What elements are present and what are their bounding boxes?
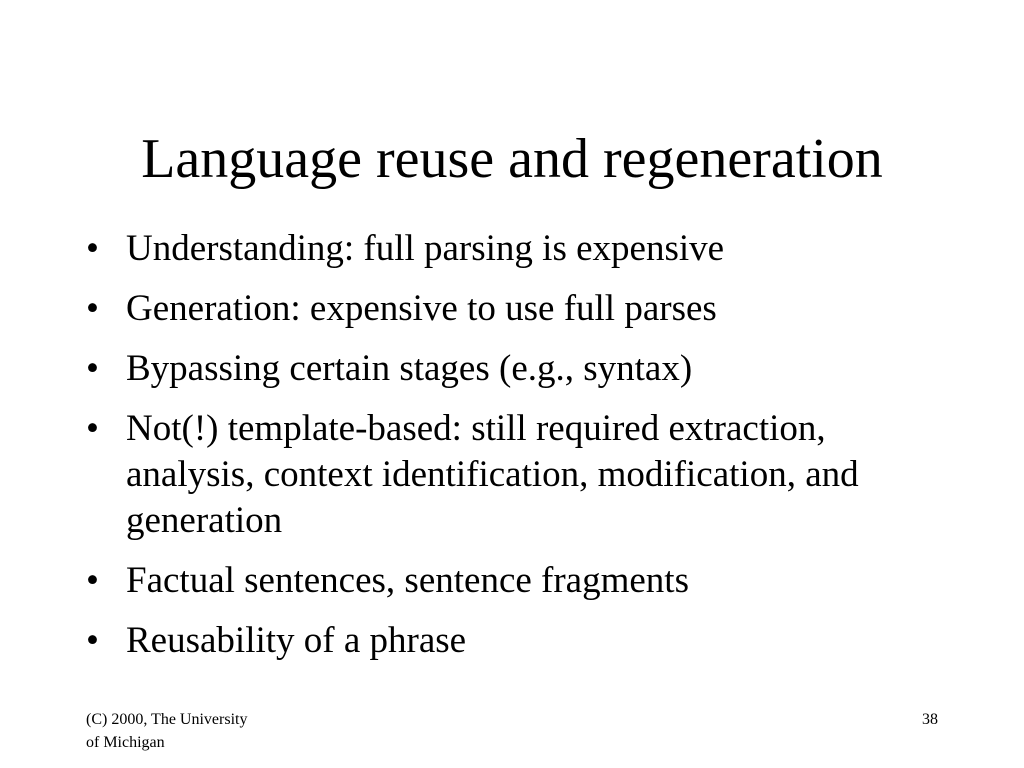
bullet-text: Bypassing certain stages (e.g., syntax) bbox=[126, 348, 693, 389]
bullet-text: Understanding: full parsing is expensive bbox=[126, 228, 725, 269]
page-number: 38 bbox=[922, 711, 938, 728]
bullet-item bbox=[86, 558, 946, 604]
bullet-icon: • bbox=[86, 560, 99, 601]
bullet-item bbox=[86, 618, 946, 664]
bullet-item bbox=[86, 406, 946, 544]
bullet-item bbox=[86, 226, 946, 272]
bullet-text: Factual sentences, sentence fragments bbox=[126, 560, 689, 601]
footer-copyright bbox=[86, 708, 316, 754]
footer-copyright-line2: of Michigan bbox=[86, 734, 165, 751]
bullet-icon: • bbox=[86, 620, 99, 661]
bullet-text: Not(!) template-based: still required extraction, analysis, context identification, modification, and generation bbox=[126, 408, 859, 541]
slide-title: Language reuse and regeneration bbox=[141, 128, 883, 190]
bullet-icon: • bbox=[86, 348, 99, 389]
bullet-icon: • bbox=[86, 288, 99, 329]
bullet-item bbox=[86, 286, 946, 332]
bullet-list bbox=[86, 226, 946, 678]
bullet-icon: • bbox=[86, 228, 99, 269]
bullet-text: Generation: expensive to use full parses bbox=[126, 288, 717, 329]
bullet-icon: • bbox=[86, 408, 99, 449]
bullet-item bbox=[86, 346, 946, 392]
footer-copyright-line1: (C) 2000, The University bbox=[86, 711, 248, 728]
bullet-text: Reusability of a phrase bbox=[126, 620, 467, 661]
